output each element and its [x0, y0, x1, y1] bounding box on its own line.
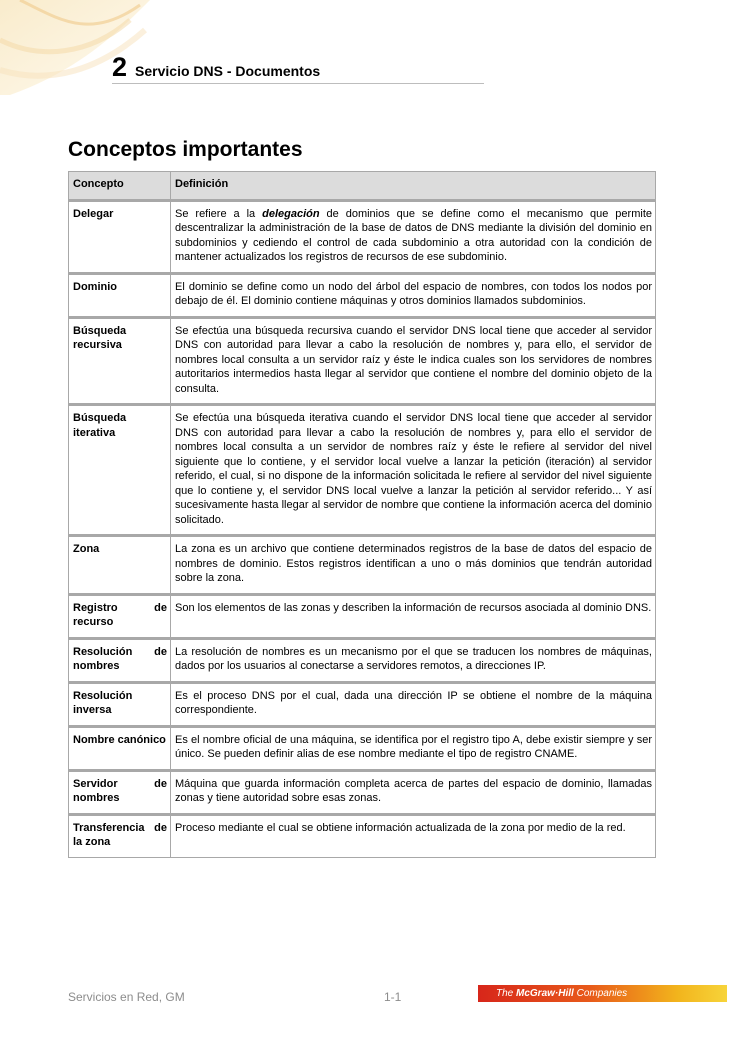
- definition-cell: El dominio se define como un nodo del árbol del espacio de nombres, con todos los nodos por debajo de él. El dominio contiene máquinas y otros dominios llamados subdominios.: [171, 273, 656, 317]
- table-row: [69, 682, 656, 726]
- term-cell: Búsqueda recursiva: [69, 317, 171, 405]
- term-cell: Nombre canónico: [69, 726, 171, 770]
- table-row: [69, 726, 656, 770]
- table-row: [69, 594, 656, 638]
- term-cell: Zona: [69, 536, 171, 595]
- footer-course-name: Servicios en Red, GM: [68, 990, 185, 1004]
- term-cell: Resolución de nombres: [69, 638, 171, 682]
- term-cell: Registro de recurso: [69, 594, 171, 638]
- logo-brand: McGraw·Hill: [516, 988, 574, 999]
- chapter-heading: [112, 52, 320, 83]
- definition-cell: La zona es un archivo que contiene determinados registros de la base de datos del espacio de nombres de dominio. Estos registros identifican a uno o más dominios que tendrán autoridad sobre la zona.: [171, 536, 656, 595]
- column-header-definicion: Definición: [171, 172, 656, 201]
- chapter-number: 2: [112, 52, 128, 82]
- definition-cell: Se efectúa una búsqueda recursiva cuando el servidor DNS local tiene que acceder al servidor DNS con autoridad para llevar a cabo la resolución de nombres y, para ello, el servidor de nombres local consulta a un servidor raíz y éste le indica cuales son los servidores de nombres autoritarios intermedios hasta llegar al servidor que contiene el nombre del dominio objeto de la consulta.: [171, 317, 656, 405]
- table-row: [69, 770, 656, 814]
- definition-cell: Máquina que guarda información completa acerca de partes del espacio de dominio, llamadas zonas y tiene autoridad sobre esas zonas.: [171, 770, 656, 814]
- term-cell: Transferencia de la zona: [69, 814, 171, 857]
- page-number: 1-1: [384, 990, 402, 1004]
- logo-the: The: [496, 988, 517, 999]
- definition-emphasis: delegación: [262, 207, 320, 220]
- term-cell: Servidor de nombres: [69, 770, 171, 814]
- header-divider: [112, 83, 484, 84]
- logo-suffix: Companies: [573, 988, 628, 999]
- section-title: Conceptos importantes: [68, 138, 303, 161]
- table-row: [69, 814, 656, 857]
- definition-cell: [171, 200, 656, 273]
- definition-text: Se refiere a la: [175, 207, 263, 220]
- definition-cell: Proceso mediante el cual se obtiene información actualizada de la zona por medio de la red.: [171, 814, 656, 857]
- definition-cell: Se efectúa una búsqueda iterativa cuando el servidor DNS local tiene que acceder al servidor DNS con autoridad para llevar a cabo la resolución de nombres y, para ello el servidor de nombres local consulta a un servidor de nombres raíz y éste le refiere al servidor del nivel siguiente que lo contiene, y el servidor local vuelve a lanzar la petición (iteración) al servidor referido, el cual, si no dispone de la información solicitada le refiere al servidor del nivel siguiente que lo contiene y, el servidor DNS local vuelve a lanzar la petición al servidor referido... Y así sucesivamente hasta llegar al servidor de nombre que contiene la información acerca del dominio solicitado.: [171, 405, 656, 536]
- table-row: [69, 273, 656, 317]
- definition-cell: Son los elementos de las zonas y describen la información de recursos asociada al dominio DNS.: [171, 594, 656, 638]
- definition-cell: Es el proceso DNS por el cual, dada una dirección IP se obtiene el nombre de la máquina correspondiente.: [171, 682, 656, 726]
- publisher-logo: [478, 985, 727, 1002]
- table-row: [69, 200, 656, 273]
- term-cell: Delegar: [69, 200, 171, 273]
- table-row: [69, 536, 656, 595]
- table-row: [69, 317, 656, 405]
- concepts-table: [68, 171, 656, 858]
- definition-text: de dominios que se define como el mecanismo que permite descentralizar la administración de la base de datos de DNS mediante la división del dominio en subdominios y cediendo el control de cada subdominio a otra autoridad con la condición de mantener actualizados los registros de recursos de ese subdominio.: [175, 207, 652, 263]
- term-cell: Búsqueda iterativa: [69, 405, 171, 536]
- term-cell: Resolución inversa: [69, 682, 171, 726]
- table-header-row: [69, 172, 656, 201]
- column-header-concepto: Concepto: [69, 172, 171, 201]
- chapter-title: Servicio DNS - Documentos: [135, 63, 321, 79]
- definition-cell: La resolución de nombres es un mecanismo por el que se traducen los nombres de máquinas, dados por los usuarios al conectarse a servidores remotos, a direcciones IP.: [171, 638, 656, 682]
- table-row: [69, 638, 656, 682]
- term-cell: Dominio: [69, 273, 171, 317]
- definition-cell: Es el nombre oficial de una máquina, se identifica por el registro tipo A, debe existir siempre y ser único. Se pueden definir alias de ese nombre mediante el tipo de registro CNAME.: [171, 726, 656, 770]
- table-row: [69, 405, 656, 536]
